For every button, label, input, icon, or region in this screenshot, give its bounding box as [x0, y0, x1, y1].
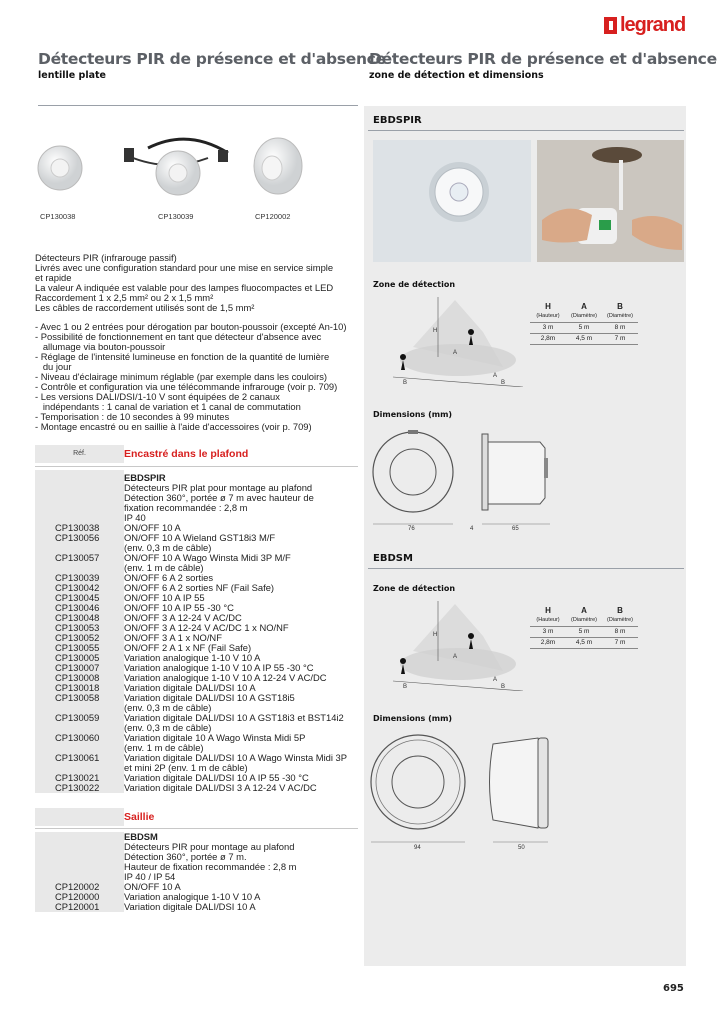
ref-cell [35, 503, 124, 513]
cell: 5 m [566, 322, 602, 333]
feature-item: - Possibilité de fonctionnement en tant que détecteur d'absence avec [35, 331, 322, 342]
legrand-logo-mark [604, 17, 617, 34]
model-name: EBDSPIR [124, 472, 166, 483]
description-cell: Variation digitale DALI/DSI 10 A Wago Winsta Midi 3P [124, 752, 348, 763]
cell: 4,5 m [566, 637, 602, 648]
cell: 5 m [566, 626, 602, 637]
range-table-1 [530, 301, 638, 345]
feature-item: - Niveau d'éclairage minimum réglable (par exemple dans les couloirs) [35, 371, 328, 382]
dim-94: 94 [414, 845, 421, 851]
section-divider [35, 826, 358, 829]
description-cell: IP 40 / IP 54 [124, 871, 176, 882]
description-cell: ON/OFF 3 A 12-24 V AC/DC [124, 612, 242, 623]
block-divider [368, 130, 684, 131]
dim-76: 76 [408, 526, 415, 532]
table-row [35, 902, 358, 912]
ref-cell: CP130058 [35, 693, 124, 703]
label-b2: B [501, 684, 506, 690]
description-cell: Variation digitale 10 A Wago Winsta Midi 5P [124, 732, 306, 743]
ebdspir-code: EBDSPIR [373, 115, 422, 126]
feature-item: allumage via bouton-poussoir [35, 341, 166, 352]
install-photo [537, 140, 684, 262]
feature-item: - Les versions DALI/DSI/1-10 V sont équipées de 2 canaux [35, 391, 280, 402]
label-h: H [433, 632, 438, 638]
section-heading: Encastré dans le plafond [124, 448, 249, 460]
feature-list [35, 322, 346, 432]
description-cell: ON/OFF 10 A Wieland GST18i3 M/F [124, 532, 276, 543]
ref-cell: CP120001 [35, 902, 124, 912]
col-b: B [617, 605, 623, 615]
label-b: B [403, 684, 408, 690]
ref-column-spacer [35, 808, 124, 826]
product-label-2: CP130039 [158, 212, 194, 221]
detection-zone-diagram-2 [373, 596, 533, 691]
feature-item: - Montage encastré ou en saillie à l'aide d'accessoires (voir p. 709) [35, 421, 312, 432]
dim-50: 50 [518, 845, 525, 851]
cell: 7 m [602, 637, 638, 648]
label-a2: A [493, 677, 498, 683]
cell: 8 m [602, 322, 638, 333]
description-cell: Hauteur de fixation recommandée : 2,8 m [124, 861, 297, 872]
intro-line: Raccordement 1 x 2,5 mm² ou 2 x 1,5 mm² [35, 292, 214, 303]
ref-cell: CP130007 [35, 663, 124, 673]
intro-line: Les câbles de raccordement utilisés sont de 1,5 mm² [35, 302, 255, 313]
ref-column-label: Réf. [35, 445, 124, 463]
intro-text [35, 253, 333, 313]
col-a: A [581, 301, 587, 311]
page-number: 695 [663, 983, 684, 994]
description-cell: ON/OFF 6 A 2 sorties NF (Fail Safe) [124, 582, 275, 593]
description-cell: Variation analogique 1-10 V 10 A [124, 891, 261, 902]
ceiling-photo [373, 140, 531, 262]
label-h: H [433, 328, 438, 334]
ref-cell: CP130048 [35, 613, 124, 623]
ref-cell: CP130022 [35, 783, 124, 793]
description-cell: ON/OFF 10 A [124, 522, 181, 533]
ref-cell: CP130046 [35, 603, 124, 613]
description-cell: Variation digitale DALI/DSI 10 A [124, 901, 256, 912]
ref-cell: CP130060 [35, 733, 124, 743]
dimensions-label-2: Dimensions (mm) [373, 714, 453, 723]
dimensions-label-1: Dimensions (mm) [373, 410, 453, 419]
ref-cell: CP130039 [35, 573, 124, 583]
right-title: Détecteurs PIR de présence et d'absence [369, 50, 717, 68]
label-b: B [403, 380, 408, 386]
sub-b: (Diamètre) [602, 311, 638, 322]
feature-item: - Temporisation : de 10 secondes à 99 minutes [35, 411, 230, 422]
sub-h: (Hauteur) [530, 311, 566, 322]
section-encastre [35, 445, 358, 793]
description-cell: Détecteurs PIR plat pour montage au plafond [124, 482, 313, 493]
ref-cell: CP130021 [35, 773, 124, 783]
sub-a: (Diamètre) [566, 615, 602, 626]
description-cell: Variation analogique 1-10 V 10 A 12-24 V AC/DC [124, 672, 327, 683]
description-line [35, 503, 358, 513]
ref-cell [35, 842, 124, 852]
cell: 3 m [530, 626, 566, 637]
zone-label-2: Zone de détection [373, 584, 456, 593]
description-cell: ON/OFF 10 A IP 55 [124, 592, 205, 603]
legrand-logo [604, 14, 685, 37]
description-cell: Variation digitale DALI/DSI 3 A 12-24 V AC/DC [124, 782, 317, 793]
cell: 7 m [602, 333, 638, 344]
description-cell: Détecteurs PIR pour montage au plafond [124, 841, 295, 852]
feature-item: - Contrôle et configuration via une télécommande infrarouge (voir p. 709) [35, 381, 338, 392]
feature-item: - Réglage de l'intensité lumineuse en fonction de la quantité de lumière [35, 351, 330, 362]
col-a: A [581, 605, 587, 615]
dimension-drawing-2 [368, 732, 558, 854]
brand-name: legrand [620, 14, 686, 36]
description-cell: ON/OFF 2 A 1 x NF (Fail Safe) [124, 642, 252, 653]
description-cell: Variation digitale DALI/DSI 10 A GST18i5 [124, 692, 295, 703]
dimension-drawing-1 [370, 428, 560, 538]
ref-cell: CP120002 [35, 882, 124, 892]
right-subtitle: zone de détection et dimensions [369, 70, 544, 81]
description-cell: (env. 0,3 m de câble) [124, 702, 212, 713]
range-table-2 [530, 605, 638, 649]
ref-cell: CP130005 [35, 653, 124, 663]
description-cell: Détection 360°, portée ø 7 m avec hauteur de [124, 492, 314, 503]
dim-4: 4 [470, 526, 474, 532]
ref-cell: CP130061 [35, 753, 124, 763]
description-cell: ON/OFF 3 A 12-24 V AC/DC 1 x NO/NF [124, 622, 289, 633]
description-cell: IP 40 [124, 512, 146, 523]
ref-cell: CP130056 [35, 533, 124, 543]
ref-cell [35, 862, 124, 872]
ref-cell: CP130045 [35, 593, 124, 603]
description-cell: (env. 1 m de câble) [124, 742, 204, 753]
feature-item: du jour [35, 361, 72, 372]
section-divider [35, 463, 358, 467]
ref-cell: CP130057 [35, 553, 124, 563]
product-label-1: CP130038 [40, 212, 76, 221]
ref-cell: CP130053 [35, 623, 124, 633]
ref-cell: CP130018 [35, 683, 124, 693]
label-a: A [453, 350, 458, 356]
cell: 2,8m [530, 637, 566, 648]
ref-cell [35, 493, 124, 503]
col-h: H [545, 605, 551, 615]
product-photos [28, 128, 328, 208]
description-cell: Variation digitale DALI/DSI 10 A [124, 682, 256, 693]
ref-cell [35, 852, 124, 862]
cell: 8 m [602, 626, 638, 637]
description-cell: Détection 360°, portée ø 7 m. [124, 851, 247, 862]
section-header [35, 445, 358, 463]
section-saillie [35, 808, 358, 912]
product-label-3: CP120002 [255, 212, 291, 221]
col-b: B [617, 301, 623, 311]
col-h: H [545, 301, 551, 311]
block-divider [368, 568, 684, 569]
intro-line: Détecteurs PIR (infrarouge passif) [35, 252, 177, 263]
description-cell: et mini 2P (env. 1 m de câble) [124, 762, 248, 773]
ref-cell: CP130038 [35, 523, 124, 533]
ref-cell: CP130008 [35, 673, 124, 683]
left-title: Détecteurs PIR de présence et d'absence [38, 50, 386, 68]
table-row [35, 783, 358, 793]
intro-line: La valeur A indiquée est valable pour des lampes fluocompactes et LED [35, 282, 334, 293]
description-cell: ON/OFF 3 A 1 x NO/NF [124, 632, 222, 643]
description-cell: (env. 1 m de câble) [124, 562, 204, 573]
ref-cell: CP120000 [35, 892, 124, 902]
label-a: A [453, 654, 458, 660]
feature-item: - Avec 1 ou 2 entrées pour dérogation par bouton-poussoir (excepté An-10) [35, 321, 347, 332]
left-divider [38, 105, 358, 106]
ref-cell: CP130055 [35, 643, 124, 653]
ref-cell: CP130042 [35, 583, 124, 593]
cell: 2,8m [530, 333, 566, 344]
description-cell: (env. 0,3 m de câble) [124, 542, 212, 553]
ebdsm-code: EBDSM [373, 553, 413, 564]
description-cell: Variation digitale DALI/DSI 10 A GST18i3 et BST14i2 [124, 712, 344, 723]
section-header [35, 808, 358, 826]
sub-b: (Diamètre) [602, 615, 638, 626]
description-cell: ON/OFF 6 A 2 sorties [124, 572, 214, 583]
description-cell: (env. 0,3 m de câble) [124, 722, 212, 733]
ref-cell: CP130052 [35, 633, 124, 643]
section-heading: Saillie [124, 811, 155, 823]
dim-65: 65 [512, 526, 519, 532]
description-cell: ON/OFF 10 A IP 55 -30 °C [124, 602, 234, 613]
sub-h: (Hauteur) [530, 615, 566, 626]
ref-cell [35, 483, 124, 493]
left-subtitle: lentille plate [38, 70, 106, 81]
label-a2: A [493, 373, 498, 379]
description-cell: Variation digitale DALI/DSI 10 A IP 55 -30 °C [124, 772, 309, 783]
description-cell: Variation analogique 1-10 V 10 A [124, 652, 261, 663]
description-line [35, 862, 358, 872]
sub-a: (Diamètre) [566, 311, 602, 322]
detection-zone-diagram-1 [373, 292, 533, 387]
label-b2: B [501, 380, 506, 386]
cell: 3 m [530, 322, 566, 333]
description-cell: Variation analogique 1-10 V 10 A IP 55 -30 °C [124, 662, 314, 673]
zone-label-1: Zone de détection [373, 280, 456, 289]
description-cell: ON/OFF 10 A Wago Winsta Midi 3P M/F [124, 552, 291, 563]
description-cell: fixation recommandée : 2,8 m [124, 502, 248, 513]
model-name: EBDSM [124, 831, 158, 842]
feature-item: indépendants : 1 canal de variation et 1 canal de commutation [35, 401, 301, 412]
cell: 4,5 m [566, 333, 602, 344]
intro-line: Livrés avec une configuration standard pour une mise en service simple [35, 262, 334, 273]
description-cell: ON/OFF 10 A [124, 881, 181, 892]
intro-line: et rapide [35, 272, 72, 283]
ref-cell: CP130059 [35, 713, 124, 723]
